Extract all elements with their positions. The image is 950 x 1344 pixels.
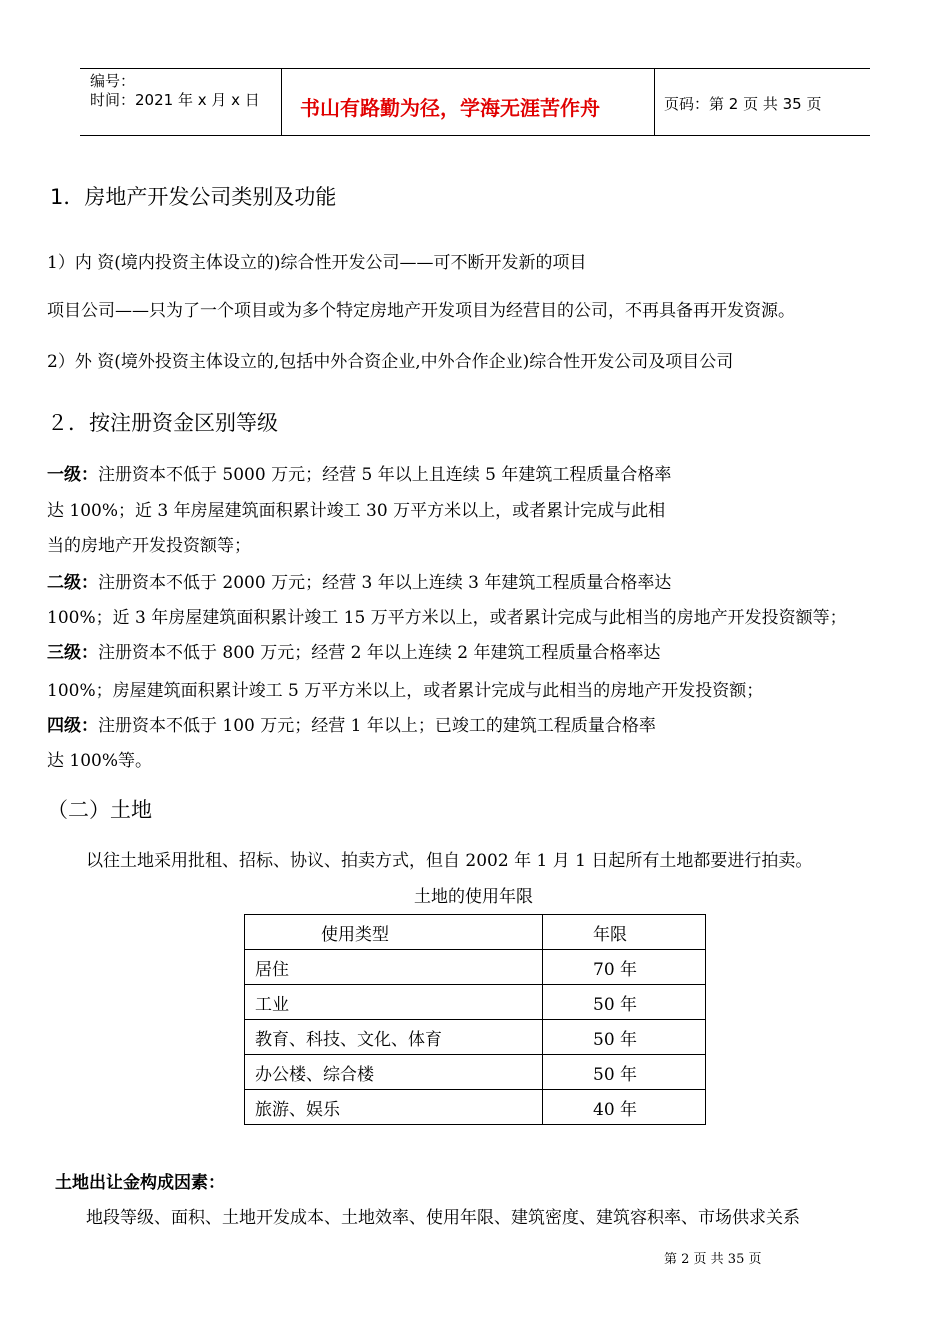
table-header-cell: 使用类型	[245, 915, 543, 950]
table-cell: 旅游、娱乐	[245, 1090, 543, 1125]
grade-label: 四级：	[47, 716, 98, 736]
header-bottom-rule	[80, 135, 870, 136]
table-row	[245, 985, 706, 1020]
table-header-row	[245, 915, 706, 950]
factors-text: 地段等级、面积、土地开发成本、土地效率、使用年限、建筑密度、建筑容积率、市场供求关系	[86, 1208, 800, 1228]
grade-text: 100%；近 3 年房屋建筑面积累计竣工 15 万平方米以上，或者累计完成与此相当的房地产开发投资额等；	[47, 608, 847, 628]
grade-label: 二级：	[47, 573, 98, 593]
header-top-rule	[80, 68, 870, 69]
grade-text: 达 100%；近 3 年房屋建筑面积累计竣工 30 万平方米以上，或者累计完成与此相	[47, 501, 666, 521]
section3-title: （二）土地	[47, 798, 152, 822]
factors-title: 土地出让金构成因素：	[55, 1173, 225, 1193]
grade-text: 达 100%等。	[47, 751, 153, 771]
table-header-cell: 年限	[543, 915, 706, 950]
grade-line	[47, 603, 847, 628]
header-time-label: 时间：2021 年 x 月 x 日	[90, 91, 260, 109]
footer-page-number: 第 2 页 共 35 页	[664, 1252, 762, 1267]
grade-text: 注册资本不低于 800 万元；经营 2 年以上连续 2 年建筑工程质量合格率达	[98, 643, 661, 663]
section2-title: ２．按注册资金区别等级	[47, 411, 278, 435]
table-row	[245, 1090, 706, 1125]
grade-label: 三级：	[47, 643, 98, 663]
header-divider-left	[281, 68, 282, 136]
section3-paragraph: 以往土地采用批租、招标、协议、拍卖方式，但自 2002 年 1 月 1 日起所有土地都要进行拍卖。	[86, 851, 813, 871]
table-cell: 办公楼、综合楼	[245, 1055, 543, 1090]
header-code-label: 编号：	[90, 72, 136, 90]
grade-line	[47, 746, 152, 771]
table-cell: 工业	[245, 985, 543, 1020]
table-row	[245, 1020, 706, 1055]
section1-title: 1．房地产开发公司类别及功能	[50, 185, 337, 209]
grade-text: 注册资本不低于 100 万元；经营 1 年以上；已竣工的建筑工程质量合格率	[98, 716, 656, 736]
table-caption: 土地的使用年限	[414, 887, 533, 907]
grade-text: 100%；房屋建筑面积累计竣工 5 万平方米以上，或者累计完成与此相当的房地产开发投资额；	[47, 681, 764, 701]
grade-text: 注册资本不低于 2000 万元；经营 3 年以上连续 3 年建筑工程质量合格率达	[98, 573, 672, 593]
grade-line	[47, 638, 661, 663]
table-cell: 50 年	[543, 1020, 706, 1055]
section1-item1: 1）内 资(境内投资主体设立的)综合性开发公司——可不断开发新的项目	[47, 253, 587, 273]
grade-line	[47, 676, 763, 701]
table-row	[245, 1055, 706, 1090]
table-cell: 50 年	[543, 1055, 706, 1090]
grade-text: 注册资本不低于 5000 万元；经营 5 年以上且连续 5 年建筑工程质量合格率	[98, 465, 672, 485]
header-motto: 书山有路勤为径，学海无涯苦作舟	[300, 96, 600, 120]
header-divider-right	[654, 68, 655, 136]
table-cell: 40 年	[543, 1090, 706, 1125]
grade-line	[47, 496, 665, 521]
land-use-table	[244, 914, 706, 1125]
section1-item2: 2）外 资(境外投资主体设立的,包括中外合资企业,中外合作企业)综合性开发公司及项目公司	[47, 352, 734, 372]
grade-line	[47, 711, 656, 736]
grade-label: 一级：	[47, 465, 98, 485]
table-cell: 70 年	[543, 950, 706, 985]
grade-line	[47, 460, 671, 485]
table-cell: 居住	[245, 950, 543, 985]
grade-line	[47, 531, 251, 556]
grade-line	[47, 568, 671, 593]
table-cell: 50 年	[543, 985, 706, 1020]
section1-item1-cont: 项目公司——只为了一个项目或为多个特定房地产开发项目为经营目的公司，不再具备再开发资源。	[47, 301, 795, 321]
grade-text: 当的房地产开发投资额等；	[47, 536, 251, 556]
table-row	[245, 950, 706, 985]
table-cell: 教育、科技、文化、体育	[245, 1020, 543, 1055]
header-page-info: 页码：第 2 页 共 35 页	[664, 95, 822, 113]
